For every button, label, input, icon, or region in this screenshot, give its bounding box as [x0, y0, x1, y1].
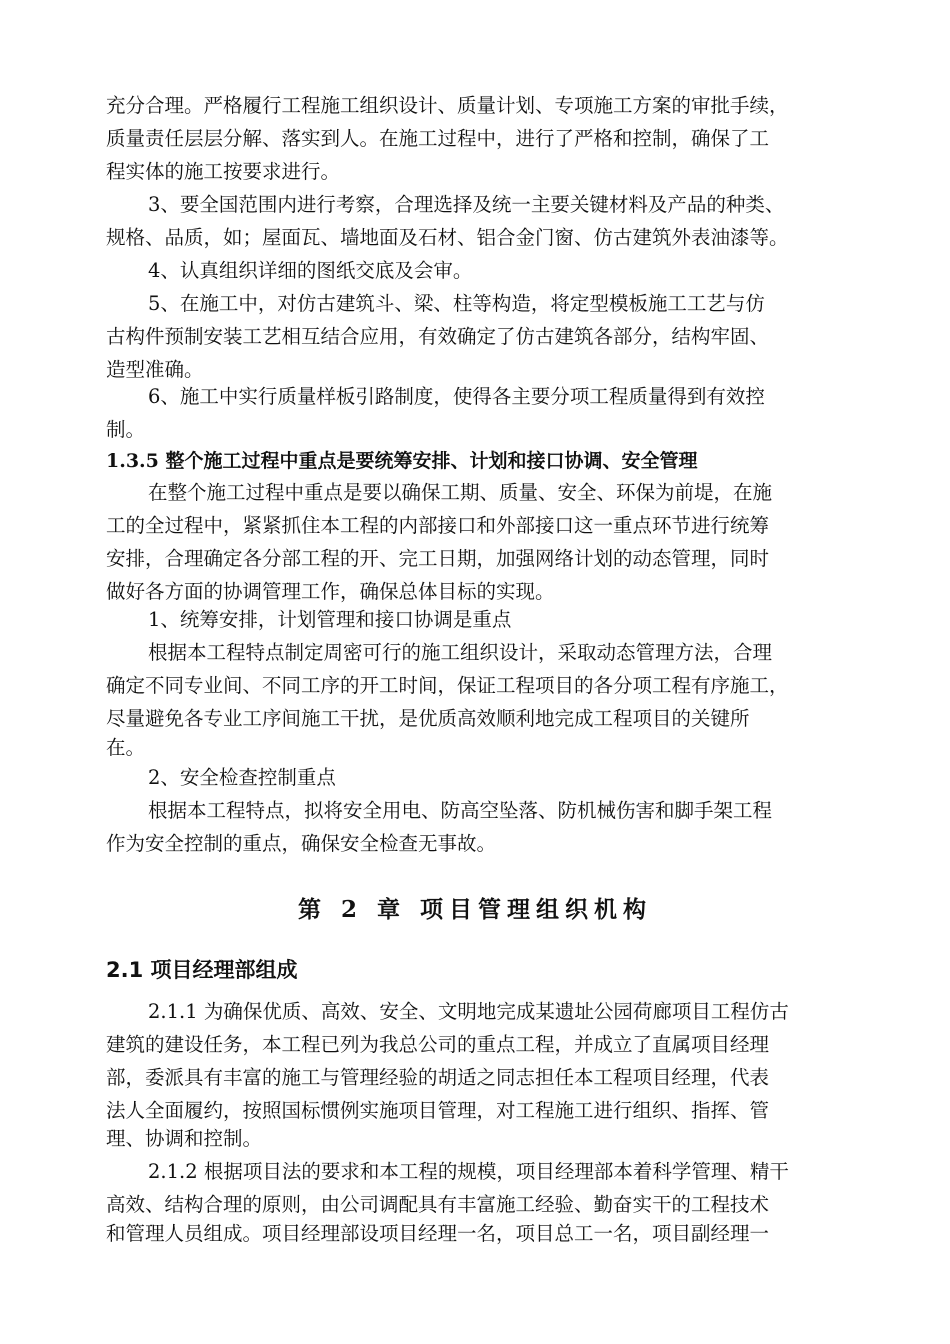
- paragraph-line: 6、施工中实行质量样板引路制度，使得各主要分项工程质量得到有效控: [148, 385, 765, 408]
- paragraph-line: 在。: [106, 736, 146, 759]
- paragraph-line: 制。: [106, 418, 146, 441]
- paragraph-line: 质量责任层层分解、落实到人。在施工过程中，进行了严格和控制，确保了工: [106, 127, 770, 150]
- paragraph-line: 根据本工程特点制定周密可行的施工组织设计，采取动态管理方法，合理: [148, 641, 773, 664]
- paragraph-line: 充分合理。严格履行工程施工组织设计、质量计划、专项施工方案的审批手续，: [106, 94, 789, 117]
- paragraph-line: 规格、品质，如；屋面瓦、墙地面及石材、铝合金门窗、仿古建筑外表油漆等。: [106, 226, 789, 249]
- paragraph-line: 根据本工程特点，拟将安全用电、防高空坠落、防机械伤害和脚手架工程: [148, 799, 773, 822]
- paragraph-line: 部，委派具有丰富的施工与管理经验的胡适之同志担任本工程项目经理，代表: [106, 1066, 770, 1089]
- paragraph-line: 造型准确。: [106, 358, 204, 381]
- paragraph-line: 1、统筹安排，计划管理和接口协调是重点: [148, 608, 512, 631]
- section-title: 2.1 项目经理部组成: [106, 958, 298, 982]
- chapter-title: 第 2 章 项目管理组织机构: [297, 896, 653, 923]
- paragraph-line: 作为安全控制的重点，确保安全检查无事故。: [106, 832, 497, 855]
- paragraph-line: 2.1.2 根据项目法的要求和本工程的规模，项目经理部本着科学管理、精干: [148, 1160, 789, 1183]
- paragraph-line: 在整个施工过程中重点是要以确保工期、质量、安全、环保为前堤，在施: [148, 481, 773, 504]
- paragraph-line: 3、要全国范围内进行考察，合理选择及统一主要关键材料及产品的种类、: [148, 193, 785, 216]
- paragraph-line: 古构件预制安装工艺相互结合应用，有效确定了仿古建筑各部分，结构牢固、: [106, 325, 770, 348]
- paragraph-line: 程实体的施工按要求进行。: [106, 160, 341, 183]
- paragraph-line: 2.1.1 为确保优质、高效、安全、文明地完成某遗址公园荷廊项目工程仿古: [148, 1000, 789, 1023]
- paragraph-line: 理、协调和控制。: [106, 1127, 263, 1150]
- paragraph-line: 5、在施工中，对仿古建筑斗、梁、柱等构造，将定型模板施工工艺与仿: [148, 292, 765, 315]
- paragraph-line: 法人全面履约，按照国标惯例实施项目管理，对工程施工进行组织、指挥、管: [106, 1099, 770, 1122]
- paragraph-line: 高效、结构合理的原则，由公司调配具有丰富施工经验、勤奋实干的工程技术: [106, 1193, 770, 1216]
- paragraph-line: 尽量避免各专业工序间施工干扰，是优质高效顺利地完成工程项目的关键所: [106, 707, 750, 730]
- paragraph-line: 做好各方面的协调管理工作，确保总体目标的实现。: [106, 580, 555, 603]
- paragraph-line: 确定不同专业间、不同工序的开工时间，保证工程项目的各分项工程有序施工，: [106, 674, 789, 697]
- paragraph-line: 和管理人员组成。项目经理部设项目经理一名，项目总工一名，项目副经理一: [106, 1222, 770, 1245]
- paragraph-line: 建筑的建设任务，本工程已列为我总公司的重点工程，并成立了直属项目经理: [106, 1033, 770, 1056]
- paragraph-line: 2、安全检查控制重点: [148, 766, 336, 789]
- section-heading-1-3-5: 1.3.5 整个施工过程中重点是要统筹安排、计划和接口协调、安全管理: [106, 450, 698, 472]
- paragraph-line: 4、认真组织详细的图纸交底及会审。: [148, 259, 473, 282]
- paragraph-line: 安排，合理确定各分部工程的开、完工日期，加强网络计划的动态管理，同时: [106, 547, 770, 570]
- paragraph-line: 工的全过程中，紧紧抓住本工程的内部接口和外部接口这一重点环节进行统筹: [106, 514, 770, 537]
